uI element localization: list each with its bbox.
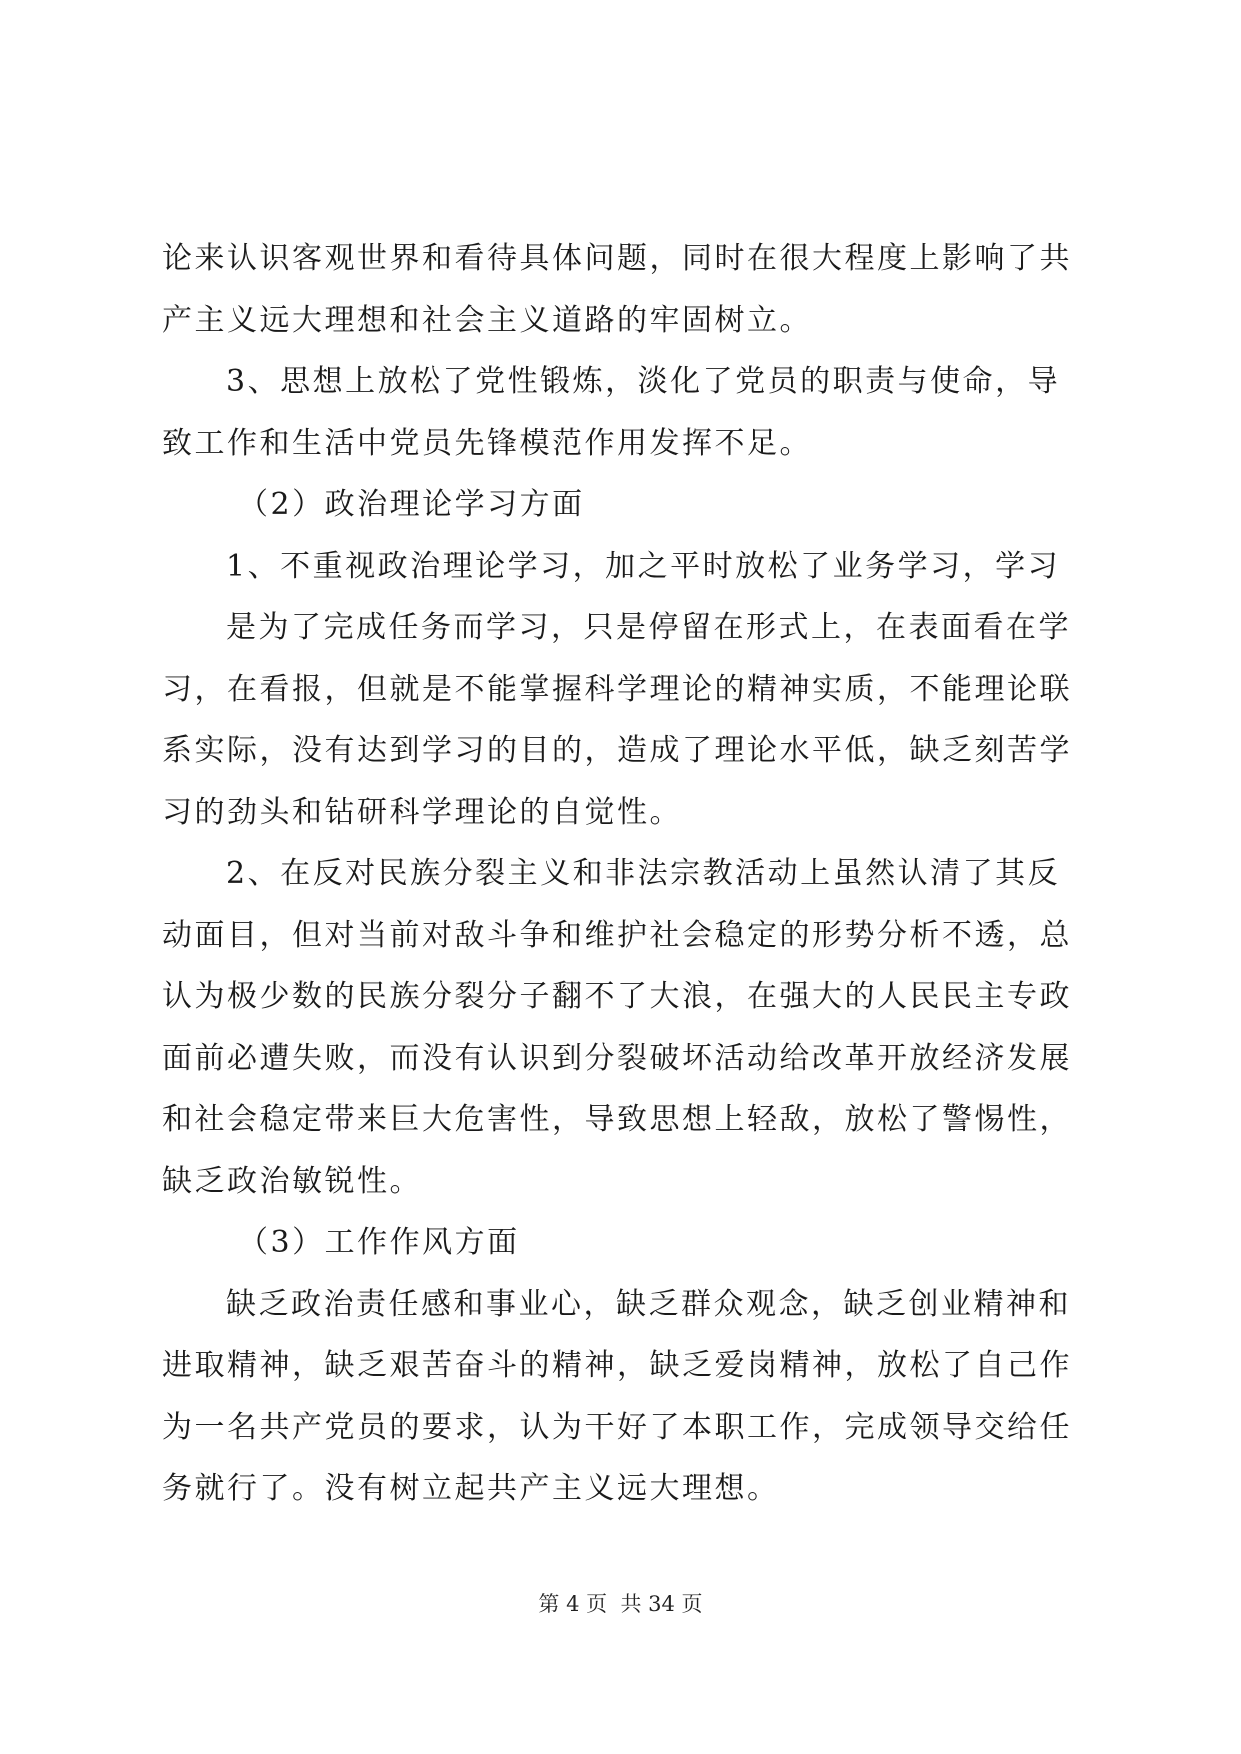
- section-heading-2: [162, 474, 1082, 536]
- text-line: 2、在反对民族分裂主义和非法宗教活动上虽然认清了其反: [226, 856, 1061, 891]
- text-line: 产主义远大理想和社会主义道路的牢固树立。: [162, 302, 812, 338]
- paragraph-1: [162, 228, 1082, 351]
- text-line: 是为了完成任务而学习，只是停留在形式上，在表面看在学: [226, 610, 1071, 645]
- text-line: 1、不重视政治理论学习，加之平时放松了业务学习，学习: [226, 548, 1061, 584]
- text-line: 3、思想上放松了党性锻炼，淡化了党员的职责与使命，导: [226, 364, 1061, 399]
- text-line: 论来认识客观世界和看待具体问题，同时在很大程度上影响了共: [162, 241, 1072, 276]
- text-line: 和社会稳定带来巨大危害性，导致思想上轻敌，放松了警惕性，: [162, 1102, 1072, 1137]
- text-line: 认为极少数的民族分裂分子翻不了大浪，在强大的人民民主专政: [162, 979, 1072, 1014]
- text-line: 系实际，没有达到学习的目的，造成了理论水平低，缺乏刻苦学: [162, 733, 1072, 768]
- paragraph-5: [162, 1274, 1082, 1520]
- section-heading-3: [162, 1212, 1082, 1274]
- text-line: 缺乏政治敏锐性。: [162, 1163, 422, 1199]
- text-line: 务就行了。没有树立起共产主义远大理想。: [162, 1471, 780, 1506]
- text-line: 动面目，但对当前对敌斗争和维护社会稳定的形势分析不透，总: [162, 917, 1072, 953]
- text-line: 面前必遭失败，而没有认识到分裂破坏活动给改革开放经济发展: [162, 1040, 1072, 1076]
- text-line: 进取精神，缺乏艰苦奋斗的精神，缺乏爱岗精神，放松了自己作: [162, 1348, 1072, 1383]
- text-line: 为一名共产党员的要求，认为干好了本职工作，完成领导交给任: [162, 1409, 1072, 1445]
- paragraph-2: [162, 351, 1082, 474]
- page-number-footer: 第 4 页 共 34 页: [538, 1592, 703, 1616]
- text-line: 习，在看报，但就是不能掌握科学理论的精神实质，不能理论联: [162, 671, 1072, 707]
- heading-line: （3）工作作风方面: [238, 1225, 520, 1260]
- text-line: 缺乏政治责任感和事业心，缺乏群众观念，缺乏创业精神和: [226, 1286, 1071, 1322]
- paragraph-3: [162, 536, 1082, 844]
- document-body: [162, 228, 1082, 1520]
- text-line: 致工作和生活中党员先锋模范作用发挥不足。: [162, 425, 812, 461]
- heading-line: （2）政治理论学习方面: [238, 487, 585, 522]
- text-line: 习的劲头和钻研科学理论的自觉性。: [162, 794, 682, 830]
- paragraph-4: [162, 843, 1082, 1212]
